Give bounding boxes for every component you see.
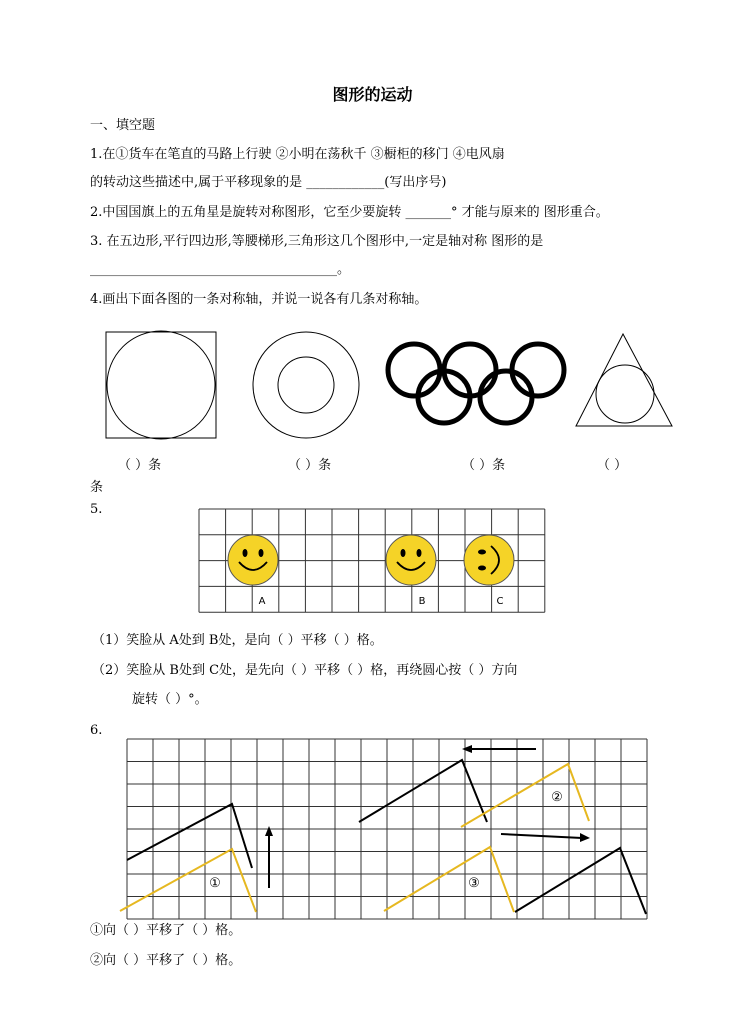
mark-2: ② xyxy=(551,790,563,805)
q4-blank-4[interactable]: （ ） xyxy=(597,458,628,473)
shape-3-original xyxy=(515,848,646,914)
grid-label-b: B xyxy=(418,596,426,607)
q5-grid xyxy=(198,508,548,614)
q4-blank-4-unit: 条 xyxy=(90,480,104,495)
shape-2-translated xyxy=(461,764,589,827)
question-1-line-1: 1.在①货车在笔直的马路上行驶 ②小明在荡秋千 ③橱柜的移门 ④电风扇 xyxy=(90,147,505,162)
question-2: 2.中国国旗上的五角星是旋转对称图形，它至少要旋转 _______° 才能与原来的 图形重合。 xyxy=(90,205,609,220)
mark-3: ③ xyxy=(468,876,480,891)
smiley-eye xyxy=(401,549,406,557)
grid-label-a: A xyxy=(258,596,266,607)
smiley-eye xyxy=(259,549,264,557)
smiley-eye xyxy=(478,550,486,555)
arrow-left-icon xyxy=(462,745,536,753)
mark-1: ① xyxy=(209,876,221,891)
question-4: 4.画出下面各图的一条对称轴，并说一说各有几条对称轴。 xyxy=(90,292,428,307)
question-1-line-2: 的转动这些描述中,属于平移现象的是 ____________(写出序号) xyxy=(90,175,447,190)
q6-grid xyxy=(110,732,670,922)
q4-blank-3[interactable]: （ ）条 xyxy=(462,458,506,473)
grid-label-c: C xyxy=(496,596,504,607)
ring-inner-circle xyxy=(278,357,334,413)
smiley-eye xyxy=(243,549,248,557)
question-5-label: 5. xyxy=(90,502,103,517)
page-title: 图形的运动 xyxy=(332,85,413,104)
q6-answer-2: ②向（ ）平移了（ ）格。 xyxy=(90,953,242,968)
olympic-rings xyxy=(388,344,564,423)
arrow-right-icon xyxy=(501,833,590,842)
triangle-inscribed-circle xyxy=(596,365,654,423)
smiley-eye xyxy=(478,566,486,571)
q4-blank-2[interactable]: （ ）条 xyxy=(288,458,332,473)
question-3-line-1: 3. 在五边形,平行四边形,等腰梯形,三角形这几个图形中,一定是轴对称 图形的是 xyxy=(90,234,544,249)
triangle-with-circle xyxy=(576,334,672,426)
q5-sub-2-continued: 旋转（ ）°。 xyxy=(132,692,208,707)
section-heading: 一、填空题 xyxy=(90,118,156,133)
smiley-eye xyxy=(417,549,422,557)
smiley-b xyxy=(386,535,436,585)
smiley-face xyxy=(386,535,436,585)
question-6-label: 6. xyxy=(90,723,103,738)
smiley-c-rotated xyxy=(464,535,514,585)
q5-sub-2: （2）笑脸从 B处到 C处，是先向（ ）平移（ ）格，再绕圆心按（ ）方向 xyxy=(92,663,518,678)
square-with-circle xyxy=(106,332,216,438)
q4-blank-1[interactable]: （ ）条 xyxy=(118,458,162,473)
question-3-line-2: ______________________________________。 xyxy=(90,262,350,277)
q4-figures xyxy=(0,326,745,446)
shape-3-translated xyxy=(384,847,514,912)
ring-outer-circle xyxy=(253,332,359,438)
shape-1-translated xyxy=(120,849,256,912)
smiley-a xyxy=(228,535,278,585)
inscribed-circle xyxy=(107,331,215,439)
shape-2-original xyxy=(359,760,487,822)
smiley-face xyxy=(228,535,278,585)
q5-sub-1: （1）笑脸从 A处到 B处，是向（ ）平移（ ）格。 xyxy=(92,633,383,648)
q6-answer-1: ①向（ ）平移了（ ）格。 xyxy=(90,923,242,938)
smiley-face xyxy=(464,535,514,585)
arrow-up-icon xyxy=(265,826,273,888)
shape-1-original xyxy=(127,804,252,868)
